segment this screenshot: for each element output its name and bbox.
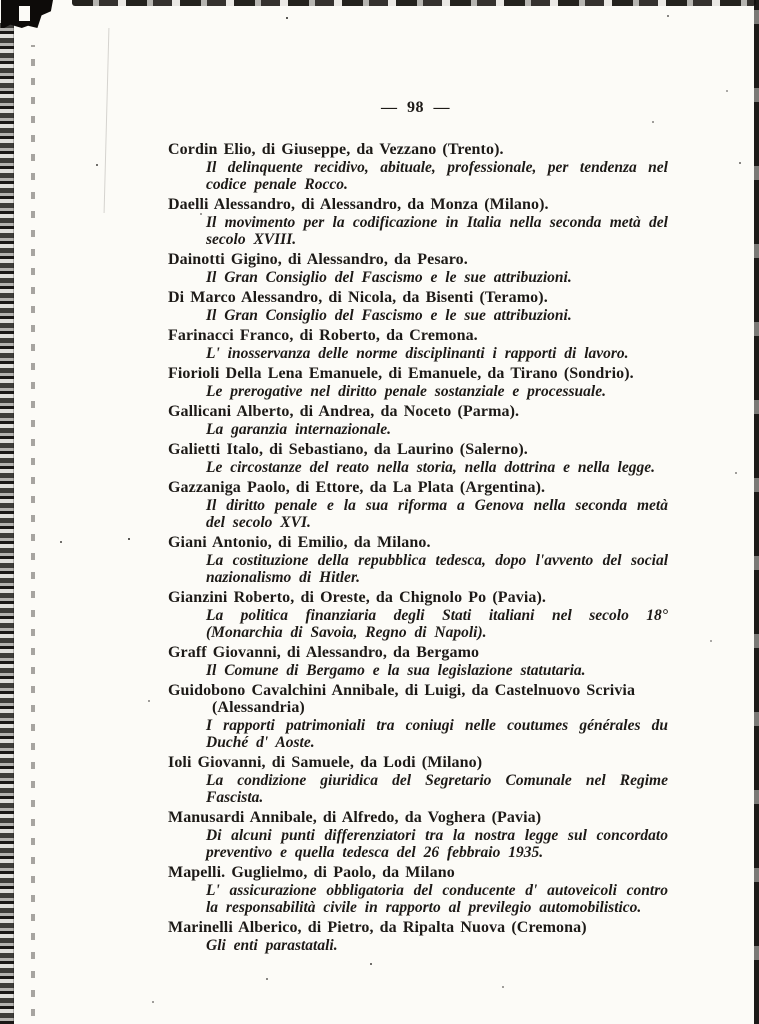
thesis-title: L' inosservanza delle norme disciplinanti i rapporti di lavoro. <box>206 345 629 362</box>
thesis-entry <box>168 479 669 531</box>
page-number: — 98 — <box>381 99 450 116</box>
graduate-name: Gianzini Roberto, di Oreste, da Chignolo Po (Pavia). <box>168 589 547 606</box>
graduate-name: Ioli Giovanni, di Samuele, da Lodi (Milano) <box>168 754 483 771</box>
thesis-entry <box>168 141 669 193</box>
thesis-entry <box>168 809 669 861</box>
graduate-name: Gallicani Alberto, di Andrea, da Noceto (Parma). <box>168 403 520 420</box>
thesis-entry <box>168 589 669 641</box>
thesis-title: Il Comune di Bergamo e la sua legislazione statutaria. <box>206 662 586 679</box>
binding-corner-artifact <box>1 0 53 28</box>
thesis-entry <box>168 441 669 476</box>
thesis-title: Il movimento per la codificazione in Italia nella seconda metà del secolo XVIII. <box>206 214 668 248</box>
thesis-title: Il delinquente recidivo, abituale, professionale, per tendenza nel codice penale Rocco. <box>206 159 668 193</box>
graduate-name: Galietti Italo, di Sebastiano, da Laurino (Salerno). <box>168 441 528 458</box>
graduate-name: Mapelli. Guglielmo, di Paolo, da Milano <box>168 864 455 881</box>
thesis-entry <box>168 196 669 248</box>
graduate-name: Marinelli Alberico, di Pietro, da Ripalta Nuova (Cremona) <box>168 919 587 936</box>
thesis-entry <box>168 403 669 438</box>
graduate-name: Di Marco Alessandro, di Nicola, da Bisenti (Teramo). <box>168 289 548 306</box>
thesis-title: I rapporti patrimoniali tra coniugi nelle coutumes générales du Duché d' Aoste. <box>206 717 668 751</box>
scan-edge-right <box>754 0 759 1024</box>
graduate-name: Manusardi Annibale, di Alfredo, da Voghera (Pavia) <box>168 809 542 826</box>
thesis-entry <box>168 864 669 916</box>
thesis-title: La costituzione della repubblica tedesca, dopo l'avvento del social nazionalismo di Hitler. <box>206 552 668 586</box>
graduate-name: Cordin Elio, di Giuseppe, da Vezzano (Trento). <box>168 141 504 158</box>
graduate-name: Fiorioli Della Lena Emanuele, di Emanuele, da Tirano (Sondrio). <box>168 365 634 382</box>
graduate-name: Giani Antonio, di Emilio, da Milano. <box>168 534 431 551</box>
graduate-name: Gazzaniga Paolo, di Ettore, da La Plata (Argentina). <box>168 479 546 496</box>
graduate-name: Guidobono Cavalchini Annibale, di Luigi, da Castelnuovo Scrivia (Alessandria) <box>168 682 636 716</box>
thesis-entry <box>168 327 669 362</box>
thesis-entry <box>168 534 669 586</box>
thesis-title: Gli enti parastatali. <box>206 937 338 954</box>
graduate-name: Farinacci Franco, di Roberto, da Cremona. <box>168 327 478 344</box>
thesis-title: Di alcuni punti differenziatori tra la nostra legge sul concordato preventivo e quella tedesca del 26 febbraio 1935. <box>206 827 668 861</box>
thesis-title: La garanzia internazionale. <box>206 421 391 438</box>
graduate-name: Daelli Alessandro, di Alessandro, da Monza (Milano). <box>168 196 549 213</box>
thesis-entry <box>168 251 669 286</box>
binding-stitch-line <box>31 45 35 1016</box>
thesis-title: Il diritto penale e la sua riforma a Genova nella seconda metà del secolo XVI. <box>206 497 668 531</box>
thesis-title: Il Gran Consiglio del Fascismo e le sue attribuzioni. <box>206 269 572 286</box>
scan-edge-top <box>72 0 756 6</box>
binding-corner-notch <box>19 6 30 21</box>
underlying-page-edge <box>104 28 110 213</box>
thesis-title: La politica finanziaria degli Stati italiani nel secolo 18° (Monarchia di Savoia, Regno di Napoli). <box>206 607 668 641</box>
graduate-name: Dainotti Gigino, di Alessandro, da Pesaro. <box>168 251 468 268</box>
thesis-entries-list <box>168 141 669 957</box>
thesis-title: L' assicurazione obbligatoria del conducente d' autoveicoli contro la responsabilità civile in rapporto al previlegio automobilistico. <box>206 882 668 916</box>
thesis-entry <box>168 644 669 679</box>
thesis-entry <box>168 919 669 954</box>
thesis-title: Il Gran Consiglio del Fascismo e le sue attribuzioni. <box>206 307 572 324</box>
thesis-title: Le prerogative nel diritto penale sostanziale e processuale. <box>206 383 606 400</box>
thesis-title: La condizione giuridica del Segretario Comunale nel Regime Fascista. <box>206 772 668 806</box>
thesis-entry <box>168 754 669 806</box>
thesis-entry <box>168 682 669 751</box>
scan-speckles <box>0 0 2 2</box>
thesis-title: Le circostanze del reato nella storia, nella dottrina e nella legge. <box>206 459 656 476</box>
graduate-name: Graff Giovanni, di Alessandro, da Bergamo <box>168 644 480 661</box>
thesis-entry <box>168 289 669 324</box>
thesis-entry <box>168 365 669 400</box>
binding-edge-left <box>0 20 14 1024</box>
